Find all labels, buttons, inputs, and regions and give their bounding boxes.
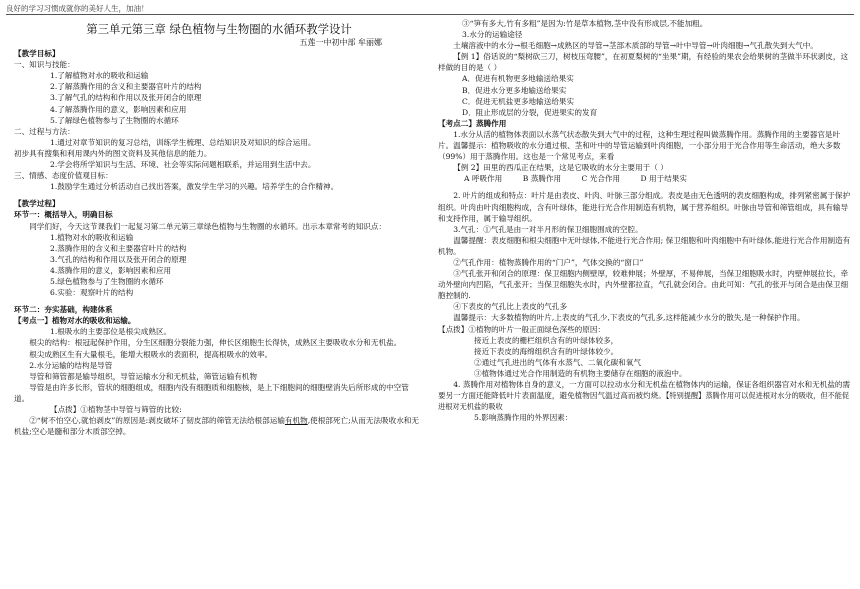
- example-2-options: [438, 173, 852, 184]
- goals-heading: 【教学目标】: [14, 49, 60, 59]
- tip-heading: 【点拨】①植物的叶片一般正面绿色深些的原因：: [438, 324, 606, 334]
- example-1-option: D．阻止形成层的分裂，促进果实的发育: [462, 107, 598, 117]
- kp1-tip-2-underlined: 有机物: [284, 416, 308, 426]
- process-line: 初步具有搜集和利用课内外的图文资料及其他信息的能力。: [14, 148, 212, 158]
- kp1-line: 2.水分运输的结构是导管: [29, 360, 113, 370]
- document-title: 第三单元第三章 绿色植物与生物圈的水循环教学设计: [86, 22, 352, 36]
- kp2-line: ③气孔张开和闭合的原理：保卫细胞内侧壁厚，较难伸展；外壁厚，不易伸展，当保卫细胞吸水时，内壁伸展拉长，牵动外壁向内凹陷，气孔张开；当保卫细胞失水时，内外壁都拉直，气孔就会闭合。由此可知：气孔的张开与闭合是由保卫细胞控制的.: [438, 269, 849, 301]
- tip-line: 接近上表皮的栅栏组织含有的叶绿体较多，: [474, 335, 619, 345]
- step1-item: 4.蒸腾作用的意义，影响因素和应用: [50, 265, 172, 275]
- example-2-question: 【例 2】田里的西瓜正在结果，这是它吸收的水分主要用于（ ）: [453, 163, 668, 173]
- header-note: 良好的学习习惯成就你的美好人生，加油！: [6, 4, 149, 13]
- kp2-significance: 4. 蒸腾作用对植物体自身的意义，一方面可以拉动水分和无机盐在植物体内的运输，保证各组织器官对水和无机盐的需要另一方面还能降低叶片表面温度，避免植物因气温过高而被灼烧。: [438, 380, 851, 401]
- tip-line: ③植物体通过光合作用制造的有机物主要储存在细胞的液泡中。: [474, 368, 687, 378]
- knowledge-heading: 一、知识与技能：: [14, 60, 75, 70]
- example-2-option: B 蒸腾作用: [522, 174, 562, 184]
- knowledge-item: 4.了解蒸腾作用的意义，影响因素和应用: [50, 104, 187, 114]
- author-line: 五莲一中初中部 牟丽娜: [299, 38, 382, 47]
- knowledge-item: 1.了解植物对水的吸收和运输: [50, 71, 149, 81]
- left-column: [14, 18, 424, 437]
- example-1-option: A．促进有机物更多地输送给果实: [462, 74, 574, 84]
- kp1-line: 1.根吸水的主要部位是根尖成熟区。: [50, 327, 172, 337]
- kp2-line: 1.水分从活的植物体表面以水蒸气状态散失到大气中的过程，这种生理过程叫做蒸腾作用。蒸腾作用的主要器官是叶片。温馨提示：植物吸收的水分通过根、茎和叶中的导管运输到叶肉细胞，一小部分用于光合作用等生命活动，绝大多数（99%）用于蒸腾作用。这也是一个常见考点，来看: [438, 129, 841, 162]
- step1-item: 1.植物对水的吸收和运输: [50, 232, 134, 242]
- knowledge-item: 5.了解绿色植物参与了生物圈的水循环: [50, 115, 179, 125]
- special-reminder: 【特别提醒】蒸腾作用可以促进根对水分的吸收，但不能促进根对无机盐的吸收: [438, 391, 850, 412]
- right-line: 3.水分的运输途径: [462, 30, 523, 40]
- kp2-line: 温馨提示：大多数植物的叶片,上表皮的气孔少,下表皮的气孔多,这样能减少水分的散失,是一种保护作用。: [453, 313, 805, 323]
- kp1-heading: 【考点一】植物对水的吸收和运输。: [14, 316, 136, 326]
- kp2-line: ④下表皮的气孔比上表皮的气孔多: [453, 302, 568, 312]
- kp1-line: 根尖的结构：根冠起保护作用，分生区细胞分裂能力强，伸长区细胞生长得快，成熟区主要吸收水分和无机盐。: [29, 338, 402, 348]
- kp1-line: 根尖成熟区生有大量根毛，能增大根吸水的表面积，提高根吸水的效率。: [29, 349, 273, 359]
- kp2-heading: 【考点二】蒸腾作用: [438, 118, 507, 128]
- kp2-line: 3.气孔：①气孔是由一对半月形的保卫细胞围成的空腔。: [453, 224, 643, 234]
- step1-item: 6.实验：观察叶片的结构: [50, 288, 134, 298]
- kp1-line: 导管和筛管都是输导组织，导管运输水分和无机盐，筛管运输有机物: [29, 371, 257, 381]
- example-2-option: D 用于结果实: [640, 174, 688, 184]
- step1-item: 3.气孔的结构和作用以及张开闭合的原理: [50, 254, 187, 264]
- kp2-line: [438, 379, 852, 412]
- example-1-option: C．促进无机盐更多地输送给果实: [462, 96, 575, 106]
- process-heading: 二、过程与方法：: [14, 126, 75, 136]
- right-line: ③“笋有多大,竹有多粗”是因为:竹是草本植物,茎中没有形成层,不能加粗。: [462, 19, 708, 28]
- kp2-line: 5.影响蒸腾作用的外界因素：: [474, 413, 573, 423]
- right-line: 土壤溶液中的水分→根毛细胞→成熟区的导管→茎部木质部的导管→叶中导管→叶肉细胞→气孔散失到大气中。: [453, 41, 818, 51]
- example-1-option: B．促进水分更多地输送给果实: [462, 85, 567, 95]
- kp1-tip-2-text: ②“树不怕空心,就怕剥皮”的原因是:剥皮破坏了韧皮部的筛管无法给根部运输: [29, 416, 285, 426]
- tip-line: ②通过气孔进出的气体有水蒸气、二氧化碳和氧气: [474, 357, 642, 367]
- attitude-line: 1.鼓励学生通过分析活动自己找出答案，激发学生学习的兴趣。培养学生的合作精神。: [50, 182, 339, 192]
- example-2-option: C 光合作用: [581, 174, 621, 184]
- header-rule: [6, 14, 854, 15]
- attitude-heading: 三、情感、态度价值观目标：: [14, 171, 113, 181]
- right-column: [438, 18, 852, 423]
- example-2-option: A 呼吸作用: [464, 174, 503, 184]
- example-1-question: 【例 1】俗话说的“梨树砍三刀，树枝压弯腰”，在初夏梨树的“坐果”期，有经验的果农会给果树的茎做半环状剥皮，这样做的目的是（ ）: [438, 52, 849, 73]
- step1-heading: 环节一：概括导入，明确目标: [14, 210, 113, 220]
- process-line: 2.学会将所学知识与生活、环境、社会等实际问题相联系，并运用到生活中去。: [50, 160, 316, 170]
- kp1-line: 导管是由许多长形，管状的细胞组成，细胞内没有细胞质和细胞核，是上下细胞间的细胞壁消失后所形成的中空管道。: [14, 382, 409, 403]
- step1-intro: 同学们好，今天这节课我们一起复习第二单元第三章绿色植物与生物圈的水循环。出示本章常考的知识点：: [29, 221, 387, 231]
- step1-item: 2.蒸腾作用的含义和主要器官叶片的结构: [50, 243, 187, 253]
- tip-line: 接近下表皮的海绵组织含有的叶绿体较少。: [474, 346, 619, 356]
- procedure-heading: 【教学过程】: [14, 199, 60, 209]
- kp1-tip-2-text-end: ,使根部死亡;从而无法吸收水和无机盐;空心是髓和部分木质部空掉。: [14, 416, 419, 437]
- knowledge-item: 2.了解蒸腾作用的含义和主要器官叶片的结构: [50, 82, 202, 92]
- kp1-tip-2: [14, 415, 424, 437]
- kp2-line: 温馨提醒：表皮细胞和根尖细胞中无叶绿体,不能进行光合作用; 保卫细胞和叶肉细胞中有叶绿体,能进行光合作用制造有机物。: [438, 235, 851, 256]
- kp2-line: ②气孔作用：植物蒸腾作用的“门户”，气体交换的“窗口”: [453, 257, 644, 267]
- step1-item: 5.绿色植物参与了生物圈的水循环: [50, 276, 164, 286]
- kp2-line: 2. 叶片的组成和特点：叶片是由表皮、叶肉、叶脉三部分组成。表皮是由无色透明的表皮细胞构成，排列紧密属于保护组织。叶肉由叶肉细胞构成，含有叶绿体，能进行光合作用制造有机物，属于营养组织。叶脉由导管和筛管组成，具有输导和支持作用，属于输导组织。: [438, 191, 851, 223]
- process-line: 1.通过对章节知识的复习总结，训练学生梳理、总结知识及对知识的综合运用。: [50, 137, 316, 147]
- kp1-tip: 【点拨】①植物茎中导管与筛管的比较:: [50, 405, 182, 414]
- knowledge-item: 3.了解气孔的结构和作用以及张开闭合的原理: [50, 93, 202, 103]
- step2-heading: 环节二：夯实基础，构建体系: [14, 305, 113, 315]
